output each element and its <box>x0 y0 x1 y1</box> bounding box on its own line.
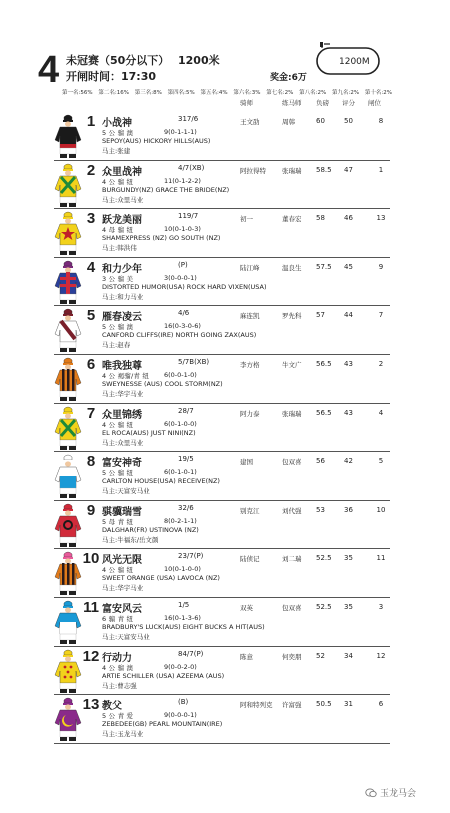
horse-info: 3 公 骝 美 <box>102 274 134 283</box>
jockey-silk-icon <box>54 551 82 595</box>
trainer-name: 刘代强 <box>282 506 302 515</box>
horse-odds: 5/7B(XB) <box>178 357 210 366</box>
track-distance-label: 1200M <box>339 57 370 67</box>
horse-name: 雁春凌云 <box>102 312 142 324</box>
watermark-text: 玉龙马会 <box>380 789 417 799</box>
horse-rating: 45 <box>344 262 353 271</box>
horse-odds: 1/5 <box>178 600 190 609</box>
horse-form: 16(0-3-0-6) <box>164 322 201 331</box>
horse-odds: 119/7 <box>178 212 199 221</box>
trainer-name: 牛文广 <box>282 360 302 369</box>
race-start-time: 开闸时间：17:30 <box>66 70 157 83</box>
horse-info: 4 母 骝 纽 <box>102 226 134 235</box>
horse-rating: 31 <box>344 700 353 709</box>
horse-rating: 44 <box>344 311 353 320</box>
horse-name: 唯我独尊 <box>102 360 142 372</box>
horse-pedigree: CANFORD CLIFFS(IRE) NORTH GOING ZAX(AUS) <box>102 331 257 340</box>
horse-form: 9(0-1-1-1) <box>164 128 197 136</box>
horse-form: 8(0-2-1-1) <box>164 516 197 525</box>
horse-name: 骐骥瑞雪 <box>102 506 142 518</box>
horse-info: 5 公 骝 澳 <box>102 129 134 137</box>
jockey-name: 双英 <box>240 603 253 612</box>
horse-pedigree: SWEYNESSE (AUS) COOL STORM(NZ) <box>102 379 223 388</box>
horse-owner: 马主:张建 <box>102 147 131 155</box>
horse-name: 和力少年 <box>102 263 142 275</box>
horse-name: 富安神奇 <box>102 458 142 470</box>
barrier-draw: 4 <box>378 408 384 417</box>
barrier-draw: 2 <box>378 359 384 368</box>
horse-odds: 317/6 <box>178 115 199 123</box>
horse-form: 6(0-1-0-0) <box>164 419 197 428</box>
place-percent: 第二名:16% <box>98 90 129 96</box>
jockey-silk-icon <box>54 503 82 547</box>
entry-row <box>54 404 390 453</box>
carried-weight: 58 <box>316 214 325 223</box>
jockey-name: 陆侦记 <box>240 555 260 564</box>
entry-row <box>54 258 390 307</box>
horse-owner: 马主:牛福东/岳文颜 <box>102 535 159 544</box>
place-percent: 第三名:8% <box>134 90 162 96</box>
trainer-name: 许富强 <box>282 701 302 710</box>
horse-info: 4 公 骝 纽 <box>102 177 134 186</box>
horse-pedigree: ARTIE SCHILLER (USA) AZEEMA (AUS) <box>102 671 225 680</box>
horse-owner: 马主:天富安马业 <box>102 487 150 496</box>
entry-number: 11 <box>83 598 99 616</box>
carried-weight: 53 <box>316 505 325 514</box>
horse-pedigree: BRADBURY'S LUCK(AUS) EIGHT BUCKS A HIT(AUS) <box>102 622 265 631</box>
wechat-icon <box>365 788 377 798</box>
col-weight: 负磅 <box>316 99 329 107</box>
horse-rating: 34 <box>344 651 353 660</box>
horse-form: 9(0-0-0-1) <box>164 711 197 720</box>
horse-odds: 84/7(P) <box>178 649 204 658</box>
horse-owner: 马主:众里马业 <box>102 438 144 447</box>
placing-percentages <box>62 88 392 96</box>
horse-pedigree: BURGUNDY(NZ) GRACE THE BRIDE(NZ) <box>102 185 230 194</box>
entry-number: 2 <box>86 161 96 179</box>
entry-number: 10 <box>82 550 100 568</box>
race-prize: 奖金:6万 <box>270 73 307 83</box>
entry-number: 4 <box>86 258 96 276</box>
horse-info: 6 骟 青 纽 <box>102 614 134 623</box>
col-trainer: 练马师 <box>282 99 302 107</box>
entry-row <box>54 501 390 550</box>
place-percent: 第四名:5% <box>167 90 195 96</box>
horse-owner: 马主:韩洪伟 <box>102 244 137 253</box>
carried-weight: 60 <box>316 117 325 125</box>
horse-pedigree: SEPOY(AUS) HICKORY HILLS(AUS) <box>102 137 211 145</box>
place-percent: 第十名:2% <box>364 90 392 96</box>
entry-number: 9 <box>86 501 96 519</box>
horse-owner: 马主:赵春 <box>102 341 131 350</box>
horse-form: 9(0-0-2-0) <box>164 662 197 671</box>
entry-row <box>54 452 390 501</box>
jockey-silk-icon <box>54 600 82 644</box>
watermark <box>365 786 416 799</box>
jockey-silk-icon <box>54 357 82 401</box>
horse-rating: 43 <box>344 408 353 417</box>
jockey-silk-icon <box>54 649 82 693</box>
entry-row <box>54 355 390 404</box>
entry-number: 13 <box>82 696 100 714</box>
jockey-silk-icon <box>54 211 82 255</box>
horse-info: 4 公 骝 澳 <box>102 663 134 672</box>
horse-owner: 马主:华宇马业 <box>102 389 144 398</box>
horse-rating: 50 <box>344 117 353 125</box>
horse-form: 6(0-1-0-1) <box>164 468 197 477</box>
horse-name: 众里锦绣 <box>102 409 142 421</box>
horse-pedigree: SHAMEXPRESS (NZ) GO SOUTH (NZ) <box>102 234 221 243</box>
horse-odds: 23/7(P) <box>178 552 204 561</box>
barrier-draw: 11 <box>376 554 386 563</box>
jockey-silk-icon <box>54 260 82 304</box>
barrier-draw: 13 <box>376 214 386 223</box>
horse-form: 11(0-1-2-2) <box>164 176 201 185</box>
horse-odds: 19/5 <box>178 455 194 464</box>
horse-odds: (B) <box>178 698 189 707</box>
carried-weight: 52 <box>316 651 325 660</box>
barrier-draw: 10 <box>376 505 386 514</box>
entry-number: 12 <box>82 647 100 665</box>
place-percent: 第七名:2% <box>266 90 294 96</box>
horse-name: 教父 <box>102 701 122 713</box>
horse-pedigree: ZEBEDEE(GB) PEARL MOUNTAIN(IRE) <box>102 720 223 729</box>
jockey-name: 阿拉得特 <box>240 166 266 175</box>
jockey-name: 陆江峰 <box>240 263 260 272</box>
jockey-silk-icon <box>54 114 82 158</box>
horse-owner: 马主:华宇马业 <box>102 584 144 593</box>
jockey-name: 王文劭 <box>240 118 260 126</box>
horse-form: 10(0-1-0-3) <box>164 225 201 234</box>
horse-info: 5 公 青 爱 <box>102 712 134 721</box>
horse-owner: 马主:曹志强 <box>102 681 137 690</box>
trainer-name: 周韩 <box>282 118 295 126</box>
carried-weight: 56.5 <box>316 359 332 368</box>
col-barrier: 闸位 <box>368 99 381 107</box>
horse-pedigree: SWEET ORANGE (USA) LAVOCA (NZ) <box>102 574 220 583</box>
horse-name: 众里战神 <box>102 166 142 178</box>
carried-weight: 56.5 <box>316 408 332 417</box>
jockey-name: 建国 <box>240 458 253 467</box>
entry-row <box>54 306 390 355</box>
trainer-name: 张瑞瑞 <box>282 409 302 418</box>
horse-odds: 32/6 <box>178 503 194 512</box>
horse-info: 5 公 骝 澳 <box>102 323 134 332</box>
jockey-name: 初一 <box>240 215 253 224</box>
horse-form: 3(0-0-0-1) <box>164 273 197 282</box>
barrier-draw: 12 <box>376 651 386 660</box>
jockey-silk-icon <box>54 163 82 207</box>
horse-pedigree: CARLTON HOUSE(USA) RECEIVE(NZ) <box>102 477 220 486</box>
carried-weight: 52.5 <box>316 554 332 563</box>
horse-info: 4 公 褐骝/青 纽 <box>102 371 150 380</box>
carried-weight: 56 <box>316 457 325 466</box>
horse-rating: 46 <box>344 214 353 223</box>
place-percent: 第九名:2% <box>331 90 360 96</box>
trainer-name: 张瑞瑞 <box>282 166 302 175</box>
horse-name: 跃龙美丽 <box>102 215 142 227</box>
barrier-draw: 5 <box>378 457 384 466</box>
horse-owner: 马主:玉龙马业 <box>102 730 144 739</box>
place-percent: 第六名:3% <box>233 90 261 96</box>
horse-info: 4 公 骝 纽 <box>102 420 134 429</box>
entry-number: 6 <box>86 355 96 373</box>
race-number: 4 <box>38 49 60 91</box>
horse-form: 6(0-0-1-0) <box>164 370 197 379</box>
entry-list <box>0 112 450 744</box>
place-percent: 第八名:2% <box>299 90 327 96</box>
trainer-name: 包双喜 <box>282 458 302 467</box>
jockey-name: 麻连凯 <box>240 312 260 321</box>
horse-name: 风光无限 <box>102 555 142 567</box>
horse-form: 10(0-1-0-0) <box>164 565 201 574</box>
race-name: 未冠赛（50分以下） <box>66 54 170 67</box>
horse-name: 行动力 <box>102 652 132 664</box>
horse-odds: 4/6 <box>178 309 190 318</box>
horse-form: 16(0-1-3-6) <box>164 613 201 622</box>
carried-weight: 58.5 <box>316 165 332 174</box>
horse-odds: 28/7 <box>178 406 194 415</box>
barrier-draw: 6 <box>378 700 384 709</box>
trainer-name: 温良生 <box>282 263 302 272</box>
horse-rating: 42 <box>344 457 353 466</box>
col-jockey: 骑师 <box>240 99 253 107</box>
entry-number: 3 <box>86 210 96 228</box>
horse-rating: 35 <box>344 602 353 611</box>
entry-number: 7 <box>86 404 96 422</box>
entry-row <box>54 549 390 598</box>
jockey-silk-icon <box>54 406 82 450</box>
horse-info: 4 公 骝 纽 <box>102 566 134 575</box>
horse-pedigree: EL ROCA(AUS) JUST NINI(NZ) <box>102 428 196 437</box>
place-percent: 第一名:56% <box>62 90 93 96</box>
horse-odds: 4/7(XB) <box>178 163 205 172</box>
jockey-silk-icon <box>54 697 82 741</box>
entry-row <box>54 695 390 744</box>
entry-number: 8 <box>86 453 96 471</box>
horse-pedigree: DISTORTED HUMOR(USA) ROCK HARD VIXEN(USA) <box>102 282 267 291</box>
trainer-name: 刘二瑞 <box>282 555 302 564</box>
place-percent: 第五名:4% <box>200 90 228 96</box>
carried-weight: 52.5 <box>316 602 332 611</box>
barrier-draw: 7 <box>378 311 384 320</box>
jockey-name: 别克江 <box>240 506 260 515</box>
jockey-silk-icon <box>54 308 82 352</box>
barrier-draw: 8 <box>378 117 384 125</box>
horse-owner: 马主:天富安马业 <box>102 632 150 641</box>
entry-row <box>54 209 390 258</box>
trainer-name: 董春宏 <box>282 215 302 224</box>
race-distance: 1200米 <box>178 54 220 67</box>
horse-name: 富安风云 <box>102 603 142 615</box>
carried-weight: 57 <box>316 311 325 320</box>
entry-row <box>54 647 390 696</box>
jockey-name: 李方格 <box>240 360 260 369</box>
barrier-draw: 1 <box>378 165 384 174</box>
trainer-name: 何奕朋 <box>282 652 302 661</box>
horse-odds: (P) <box>178 260 188 269</box>
horse-info: 5 公 骝 纽 <box>102 469 134 478</box>
horse-rating: 35 <box>344 554 353 563</box>
horse-rating: 47 <box>344 165 353 174</box>
entry-number: 1 <box>86 113 96 130</box>
trainer-name: 包双喜 <box>282 603 302 612</box>
entry-row <box>54 161 390 210</box>
horse-rating: 36 <box>344 505 353 514</box>
barrier-draw: 9 <box>378 262 384 271</box>
trainer-name: 罗先科 <box>282 312 302 321</box>
carried-weight: 50.5 <box>316 700 332 709</box>
jockey-name: 阿和特列克 <box>240 701 273 710</box>
column-headers <box>0 98 450 110</box>
jockey-name: 陈意 <box>240 652 253 661</box>
horse-pedigree: DALGHAR(FR) USTINOVA (NZ) <box>102 525 199 534</box>
jockey-silk-icon <box>54 454 82 498</box>
barrier-draw: 3 <box>378 602 384 611</box>
horse-name: 小战神 <box>102 118 132 129</box>
carried-weight: 57.5 <box>316 262 332 271</box>
horse-owner: 马主:众里马业 <box>102 195 144 204</box>
horse-info: 5 母 青 纽 <box>102 517 134 526</box>
entry-row <box>54 112 390 161</box>
entry-number: 5 <box>86 307 96 325</box>
horse-rating: 43 <box>344 359 353 368</box>
entry-row <box>54 598 390 647</box>
jockey-name: 阿力泰 <box>240 409 260 418</box>
col-rating: 评分 <box>342 99 355 107</box>
horse-owner: 马主:和力马业 <box>102 292 144 301</box>
